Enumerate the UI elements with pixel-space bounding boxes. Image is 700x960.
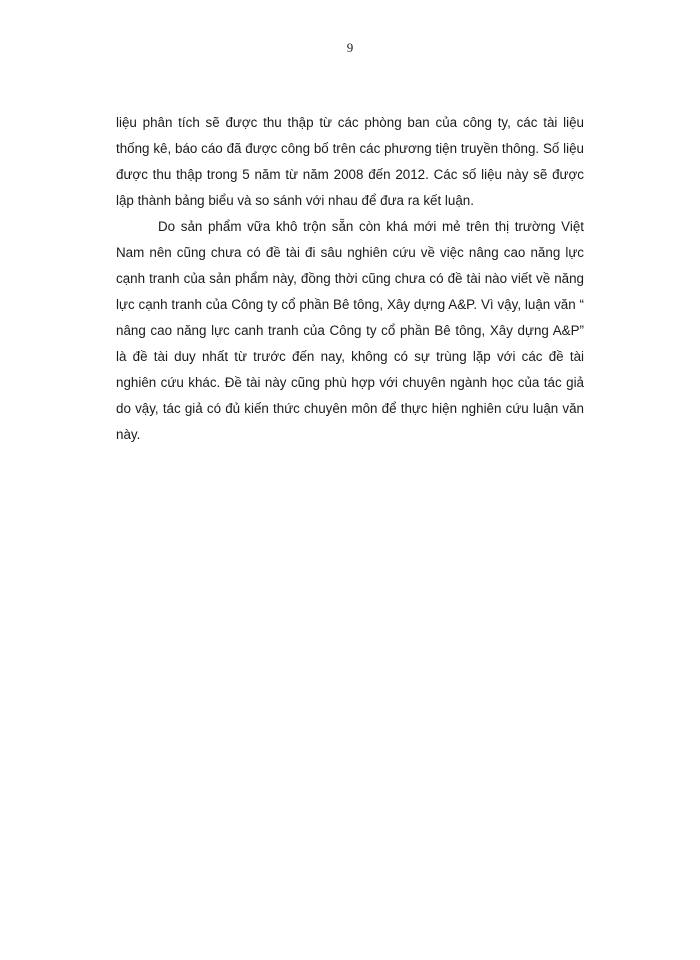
paragraph-2: Do sản phẩm vữa khô trộn sẵn còn khá mới mẻ trên thị trường Việt Nam nên cũng chưa có đề tài đi sâu nghiên cứu về việc nâng cao năng lực cạnh tranh của sản phẩm này, đồng thời cũng chưa có đề tài nào viết về năng lực cạnh tranh của Công ty cổ phần Bê tông, Xây dựng A&P. Vì vậy, luận văn “ nâng cao năng lực canh tranh của Công ty cổ phần Bê tông, Xây dựng A&P” là đề tài duy nhất từ trước đến nay, không có sự trùng lặp với các đề tài nghiên cứu khác. Đề tài này cũng phù hợp với chuyên ngành học của tác giả do vậy, tác giả có đủ kiến thức chuyên môn để thực hiện nghiên cứu luận văn này.: [116, 219, 584, 442]
paragraph-1: liệu phân tích sẽ được thu thập từ các phòng ban của công ty, các tài liệu thống kê, báo cáo đã được công bố trên các phương tiện truyền thông. Số liệu được thu thập trong 5 năm từ năm 2008 đến 2012. Các số liệu này sẽ được lập thành bảng biểu và so sánh với nhau để đưa ra kết luận.: [116, 115, 584, 208]
body-text: [116, 110, 584, 448]
page-number: 9: [346, 40, 354, 55]
